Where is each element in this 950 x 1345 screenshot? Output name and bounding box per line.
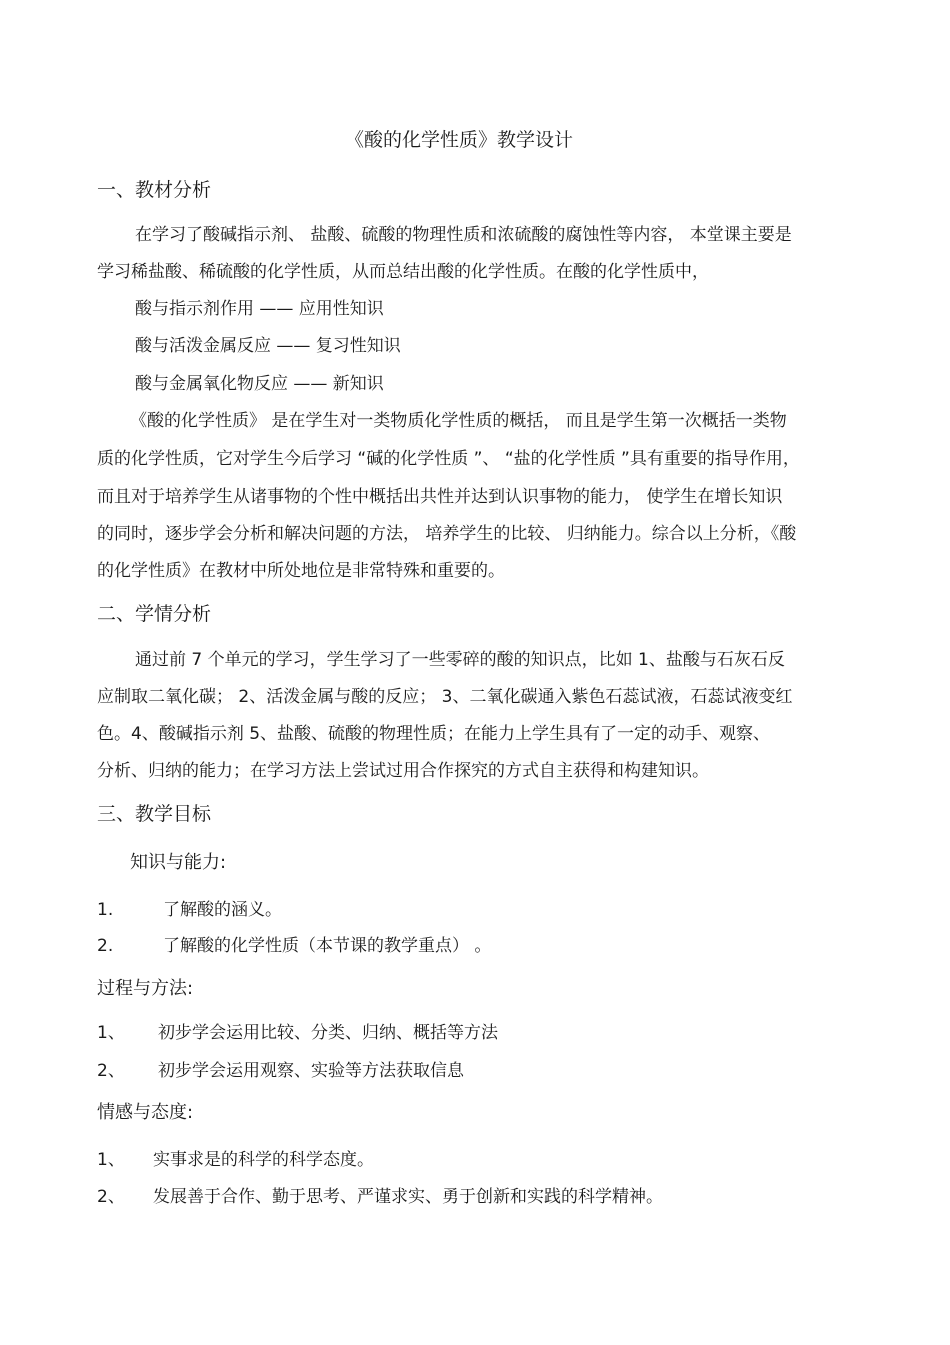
paragraph-line: 质的化学性质，它对学生今后学习 “碱的化学性质 ”、 “盐的化学性质 ”具有重要的指导作用， [97,449,800,469]
paragraph-line: 而且对于培养学生从诸事物的个性中概括出共性并达到认识事物的能力， 使学生在增长知识 [97,487,783,507]
list-number: 1、 [97,1150,125,1170]
list-item: 酸与活泼金属反应 —— 复习性知识 [135,336,401,356]
paragraph-line: 在学习了酸碱指示剂、 盐酸、硫酸的物理性质和浓硫酸的腐蚀性等内容， 本堂课主要是 [135,225,792,245]
list-item: 酸与金属氧化物反应 —— 新知识 [135,374,384,394]
list-number: 2. [97,936,114,956]
paragraph-line: 通过前 7 个单元的学习，学生学习了一些零碎的酸的知识点，比如 1、盐酸与石灰石反 [135,650,785,670]
paragraph-line: 学习稀盐酸、稀硫酸的化学性质，从而总结出酸的化学性质。在酸的化学性质中， [97,262,709,282]
paragraph-line: 《酸的化学性质》 是在学生对一类物质化学性质的概括， 而且是学生第一次概括一类物 [130,411,787,431]
section-heading-students: 二、学情分析 [97,603,212,625]
section-heading-materials: 一、教材分析 [97,179,212,201]
list-number: 2、 [97,1061,125,1081]
paragraph-line: 分析、归纳的能力；在学习方法上尝试过用合作探究的方式自主获得和构建知识。 [97,761,709,781]
document-title: 《酸的化学性质》教学设计 [345,129,574,151]
list-number: 2、 [97,1187,125,1207]
section-heading-objectives: 三、教学目标 [97,803,212,825]
list-item: 初步学会运用观察、实验等方法获取信息 [158,1061,464,1081]
paragraph-line: 的化学性质》在教材中所处地位是非常特殊和重要的。 [97,561,505,581]
list-item: 实事求是的科学的科学态度。 [153,1150,374,1170]
list-item: 发展善于合作、勤于思考、严谨求实、勇于创新和实践的科学精神。 [153,1187,663,1207]
list-item: 了解酸的涵义。 [163,900,282,920]
list-number: 1、 [97,1023,125,1043]
list-item: 初步学会运用比较、分类、归纳、概括等方法 [158,1023,498,1043]
subheading-process: 过程与方法: [97,978,194,999]
list-item: 酸与指示剂作用 —— 应用性知识 [135,299,384,319]
list-item: 了解酸的化学性质（本节课的教学重点） 。 [163,936,492,956]
paragraph-line: 色。4、酸碱指示剂 5、盐酸、硫酸的物理性质；在能力上学生具有了一定的动手、观察、 [97,724,771,744]
subheading-knowledge: 知识与能力: [130,852,227,873]
paragraph-line: 的同时，逐步学会分析和解决问题的方法， 培养学生的比较、 归纳能力。综合以上分析，《酸 [97,524,797,544]
subheading-emotion: 情感与态度: [97,1102,194,1123]
paragraph-line: 应制取二氧化碳； 2、活泼金属与酸的反应； 3、二氧化碳通入紫色石蕊试液，石蕊试液变红 [97,687,793,707]
list-number: 1. [97,900,114,920]
